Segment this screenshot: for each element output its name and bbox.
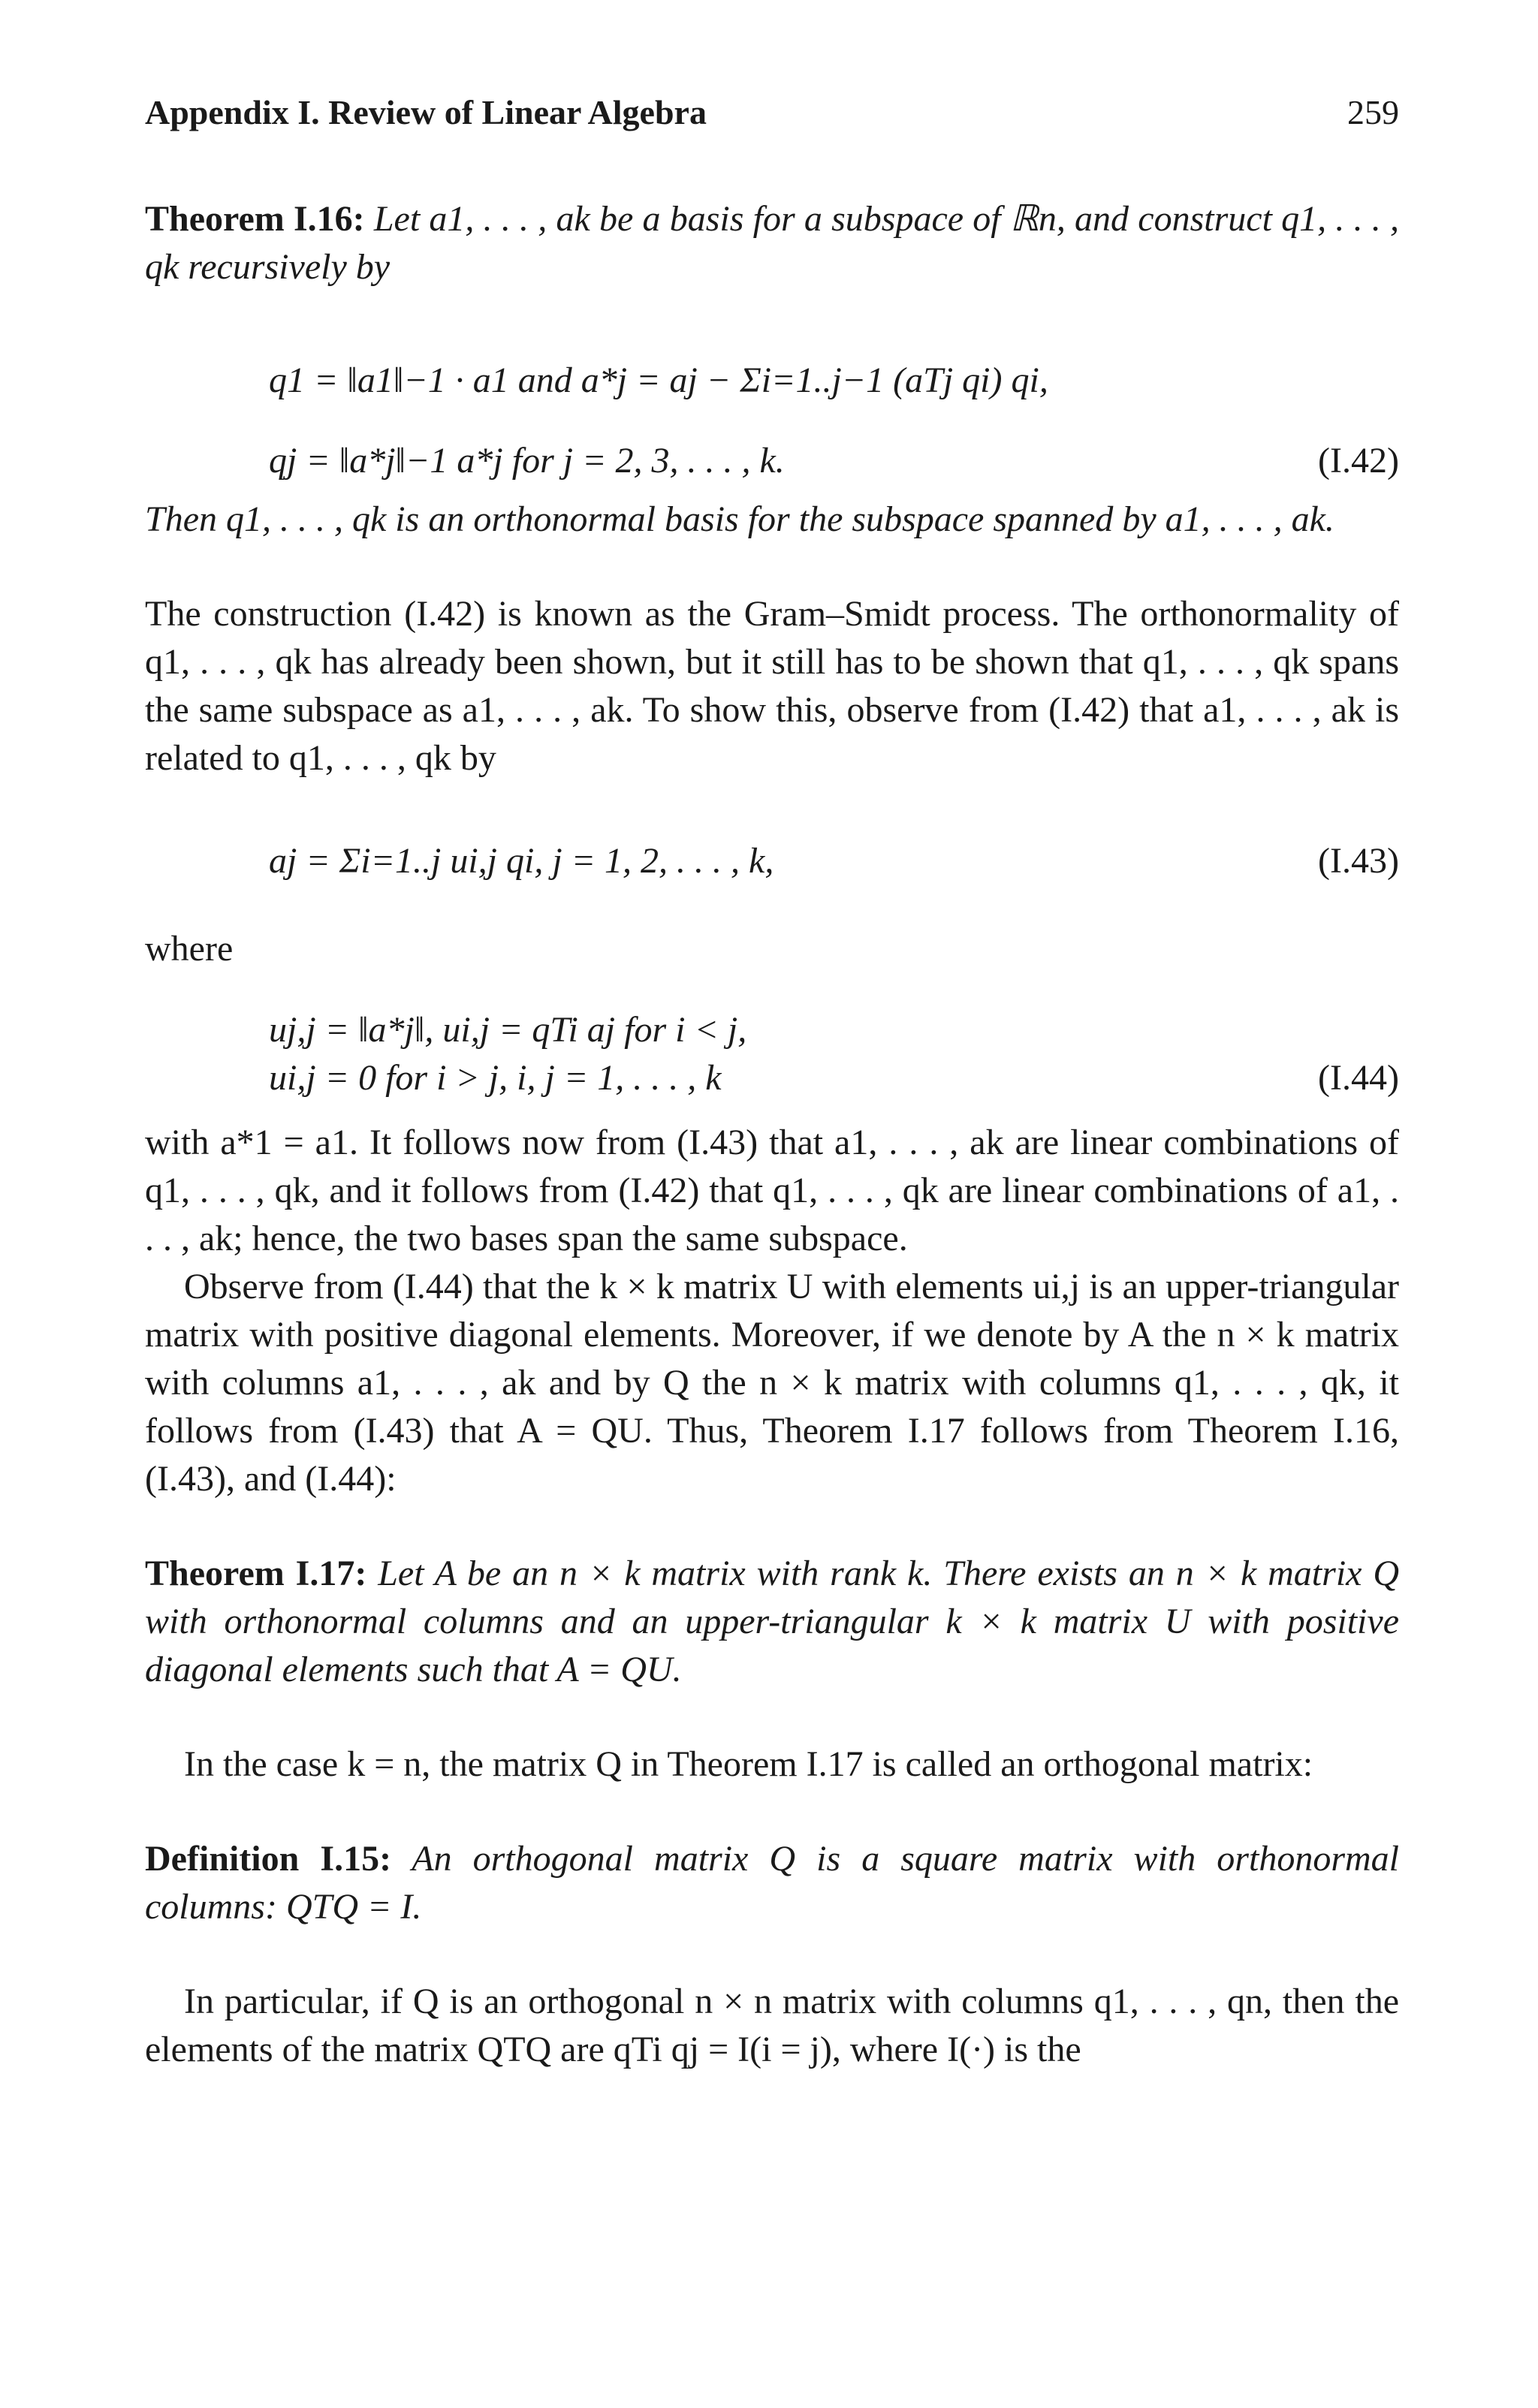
- where-text: where: [145, 929, 234, 969]
- equation-i42-line1: [269, 324, 1399, 437]
- equation-i42-line2-text: qj = ‖a*j‖−1 a*j for j = 2, 3, . . . , k.: [269, 441, 785, 481]
- paragraph-upper-triangular: Observe from (I.44) that the k × k matrix U with elements ui,j is an upper-triangular matrix with positive diagonal elements. Moreover, if we denote by A the n × k matrix with columns a1, . . . , ak and by Q the n × k matrix with columns q1, . . . , qk, it follows from (I.43) that A = QU. Thus, Theorem I.17 follows from Theorem I.16, (I.43), and (I.44):: [145, 1267, 1399, 1499]
- page-number: 259: [1347, 93, 1399, 131]
- equation-i44-line2: [269, 1054, 1399, 1102]
- paragraph-in-particular: In particular, if Q is an orthogonal n × n matrix with columns q1, . . . , qn, then the elements of the matrix QTQ are qTi qj = I(i = j), where I(·) is the: [145, 1982, 1399, 2069]
- definition-i15-label: Definition I.15:: [145, 1839, 392, 1879]
- theorem-i17-statement: [145, 1550, 1399, 1694]
- theorem-i17-text: Let A be an n × k matrix with rank k. There exists an n × k matrix Q with orthonormal columns and an upper-triangular k × k matrix U with positive diagonal elements such that A = QU.: [145, 1554, 1400, 1689]
- theorem-i17-label: Theorem I.17:: [145, 1554, 367, 1593]
- running-head: [0, 89, 1399, 137]
- theorem-i16-conclusion: Then q1, . . . , qk is an orthonormal basis for the subspace spanned by a1, . . . , ak.: [145, 499, 1334, 539]
- definition-i15-statement: [145, 1835, 1399, 1931]
- equation-i43-line: [269, 805, 1399, 918]
- equation-number-i42: (I.42): [1318, 441, 1399, 481]
- chapter-title: Appendix I. Review of Linear Algebra: [145, 93, 707, 131]
- paragraph-gram-schmidt: The construction (I.42) is known as the Gram–Smidt process. The orthonormality of q1, . . . , qk has already been shown, but it still has to be shown that q1, . . . , qk spans the same subspace as a1, . . . , ak. To show this, observe from (I.42) that a1, . . . , ak is related to q1, . . . , qk by: [145, 594, 1399, 778]
- equation-i42-line1-text: q1 = ‖a1‖−1 · a1 and a*j = aj − Σi=1..j−1 (aTj qi) qi,: [269, 360, 1048, 400]
- theorem-i16-text: Let a1, . . . , ak be a basis for a subspace of ℝn, and construct q1, . . . , qk recursively by: [145, 199, 1399, 287]
- equation-i44-line1-text: uj,j = ‖a*j‖, ui,j = qTi aj for i < j,: [269, 1010, 747, 1050]
- theorem-i16-statement: [145, 195, 1399, 291]
- definition-i15-text: An orthogonal matrix Q is a square matrix with orthonormal columns: QTQ = I.: [145, 1839, 1399, 1927]
- equation-i44: [269, 1006, 1399, 1102]
- equation-i43: [269, 805, 1399, 918]
- theorem-i16-label: Theorem I.16:: [145, 199, 365, 239]
- equation-number-i43: (I.43): [1318, 841, 1399, 881]
- paragraph-orthogonal-matrix: In the case k = n, the matrix Q in Theorem I.17 is called an orthogonal matrix:: [184, 1744, 1313, 1784]
- equation-i42: [269, 324, 1399, 485]
- equation-i44-line2-text: ui,j = 0 for i > j, i, j = 1, . . . , k: [269, 1058, 722, 1098]
- equation-number-i44: (I.44): [1318, 1058, 1399, 1098]
- page: [145, 89, 1399, 2074]
- equation-i42-line2: [269, 437, 1399, 485]
- equation-i43-text: aj = Σi=1..j ui,j qi, j = 1, 2, . . . , k,: [269, 841, 774, 881]
- equation-i44-line1: [269, 1006, 1399, 1054]
- paragraph-linear-combinations: with a*1 = a1. It follows now from (I.43) that a1, . . . , ak are linear combinations of q1, . . . , qk, and it follows from (I.42) that q1, . . . , qk are linear combinations of a1, . . . , ak; hence, the two bases span the same subspace.: [145, 1123, 1399, 1258]
